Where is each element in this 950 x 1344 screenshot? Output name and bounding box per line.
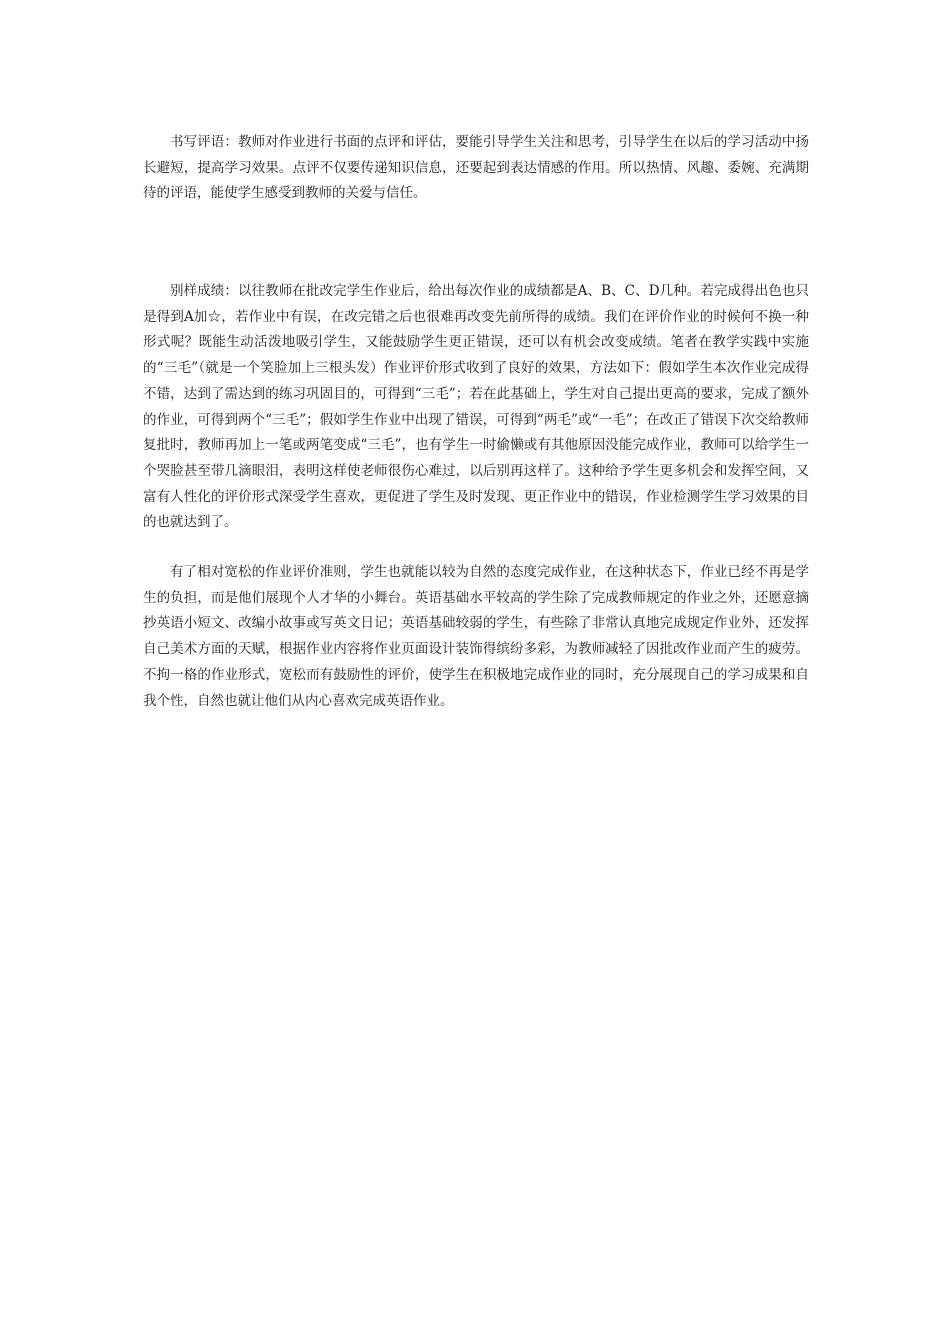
paragraph-relaxed-evaluation: 有了相对宽松的作业评价准则，学生也就能以较为自然的态度完成作业，在这种状态下，作业已经不再是学生的负担，而是他们展现个人才华的小舞台。英语基础水平较高的学生除了完成教师规定的作业之外，还愿意摘抄英语小短文、改编小故事或写英文日记；英语基础较弱的学生，有些除了非常认真地完成规定作业外，还发挥自己美术方面的天赋，根据作业内容将作业页面设计装饰得缤纷多彩，为教师减轻了因批改作业而产生的疲劳。不拘一格的作业形式，宽松而有鼓励性的评价，使学生在积极地完成作业的同时，充分展现自己的学习成果和自我个性，自然也就让他们从内心喜欢完成英语作业。 [143, 564, 809, 709]
paragraph-written-comments: 书写评语：教师对作业进行书面的点评和评估，要能引导学生关注和思考，引导学生在以后的学习活动中扬长避短，提高学习效果。点评不仅要传递知识信息，还要起到表达情感的作用。所以热情、风趣、委婉、充满期待的评语，能使学生感受到教师的关爱与信任。 [143, 134, 809, 202]
paragraph-alternative-grades: 别样成绩：以往教师在批改完学生作业后，给出每次作业的成绩都是A、B、C、D几种。若完成得出色也只是得到A加☆，若作业中有误，在改完错之后也很难再改变先前所得的成绩。我们在评价作业的时候何不换一种形式呢？既能生动活泼地吸引学生，又能鼓励学生更正错误，还可以有机会改变成绩。笔者在教学实践中实施的“三毛”（就是一个笑脸加上三根头发）作业评价形式收到了良好的效果，方法如下：假如学生本次作业完成得不错，达到了需达到的练习巩固目的，可得到“三毛”；若在此基础上，学生对自己提出更高的要求，完成了额外的作业，可得到两个“三毛”；假如学生作业中出现了错误，可得到“两毛”或“一毛”；在改正了错误下次交给教师复批时，教师再加上一笔或两笔变成“三毛”，也有学生一时偷懒或有其他原因没能完成作业，教师可以给学生一个哭脸甚至带几滴眼泪，表明这样使老师很伤心难过，以后别再这样了。这种给予学生更多机会和发挥空间，又富有人性化的评价形式深受学生喜欢，更促进了学生及时发现、更正作业中的错误，作业检测学生学习效果的目的也就达到了。 [143, 283, 809, 531]
